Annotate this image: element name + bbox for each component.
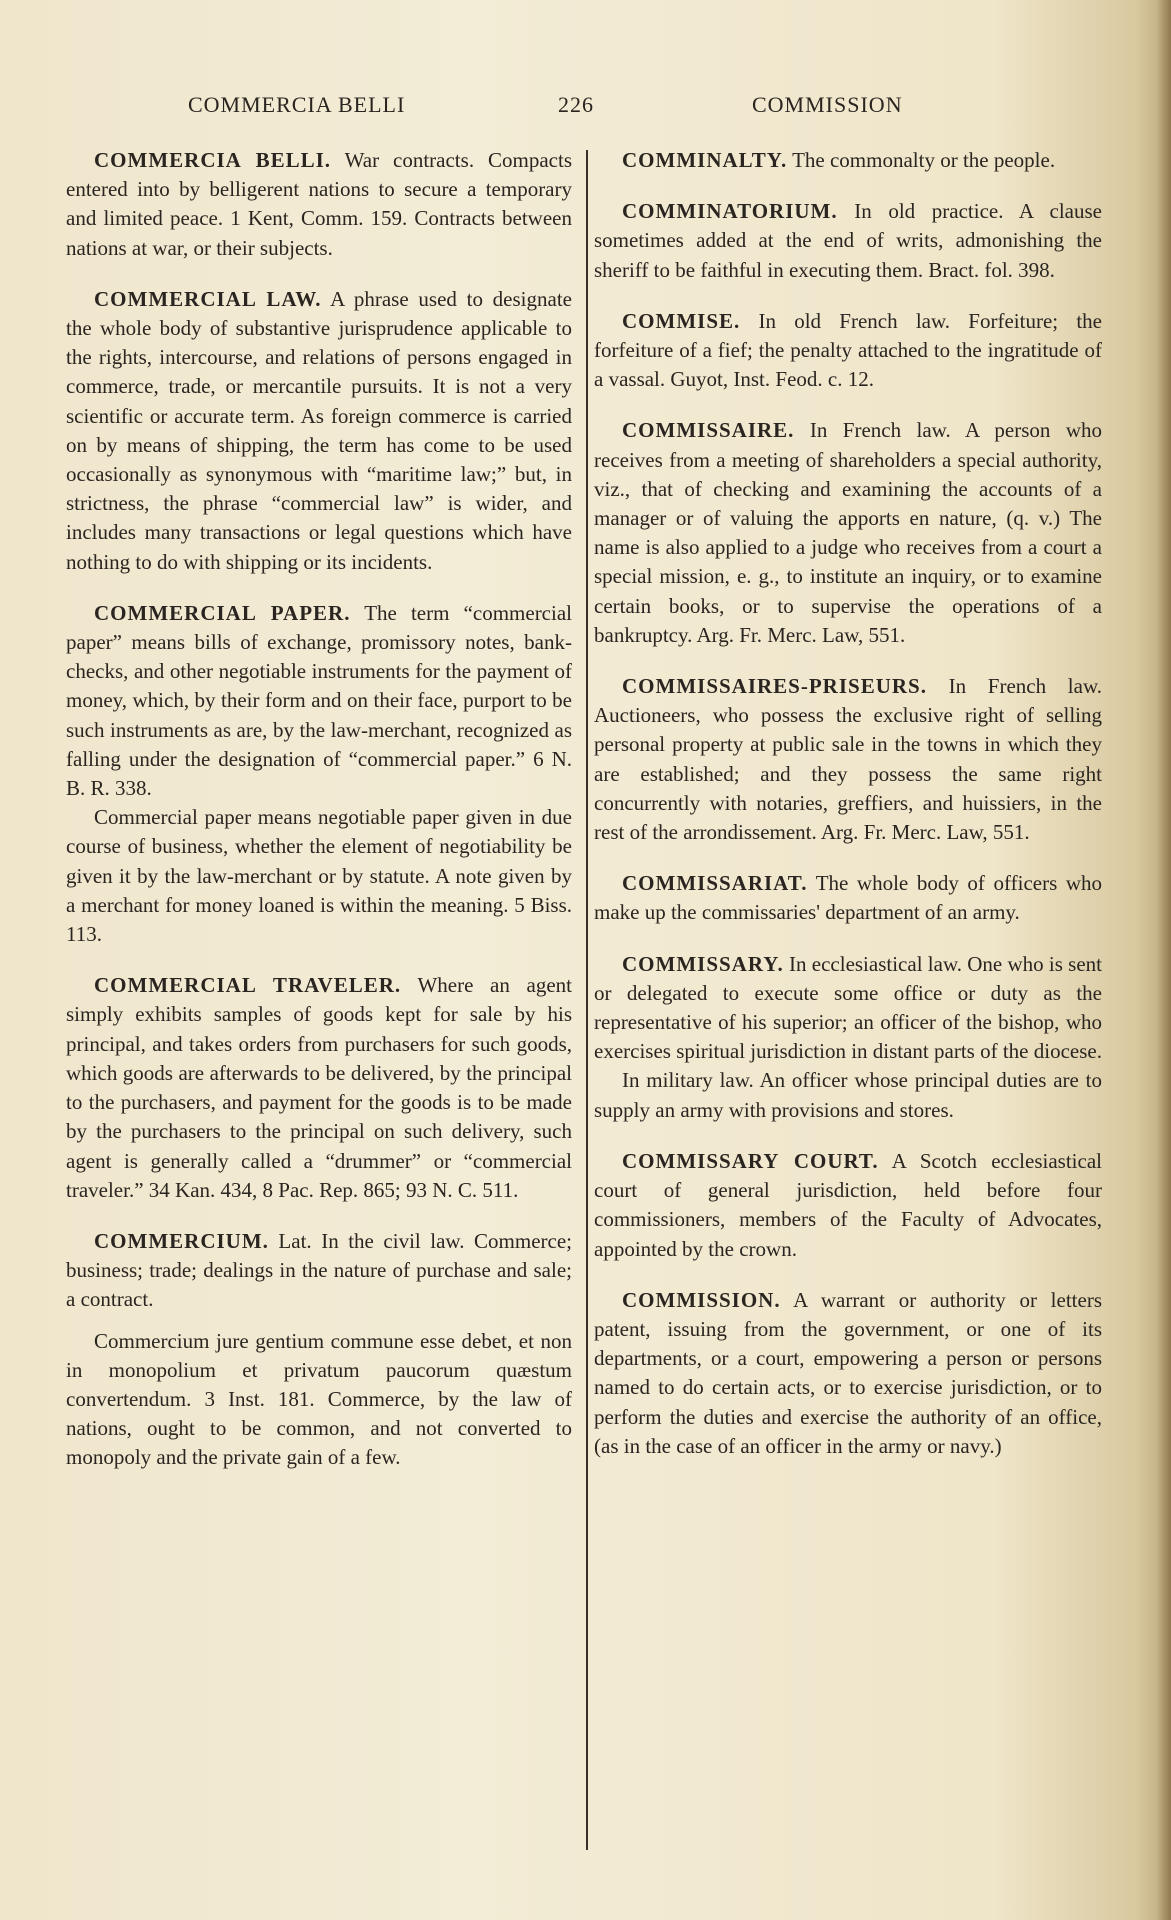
entry-commissary: [594, 950, 1102, 1125]
running-head: [0, 92, 1171, 124]
entry-definition: The whole body of officers who make up the commissaries' department of an army.: [594, 871, 1102, 925]
entry-definition: A phrase used to designate the whole body of substantive jurisprudence applicable to the rights, intercourse, and relations of persons engaged in commerce, trade, or mercantile pursuits. It is not a very scientific or accurate term. As foreign commerce is carried on by means of shipping, the term has come to be used occasionally as synonymous with “maritime law;” but, in strictness, the phrase “commercial law” is wider, and includes many transactions or legal questions which have nothing to do with shipping or its incidents.: [66, 286, 572, 574]
entry-definition: In French law. A person who receives from a meeting of shareholders a special authority, viz., that of checking and examining the accounts of a manager or of valuing the apports en nature, (q. v.) The name is also applied to a judge who receives from a court a special mission, e. g., to institute an inquiry, or to examine certain books, or to supervise the operations of a bankruptcy. Arg. Fr. Merc. Law, 551.: [594, 418, 1102, 647]
entry-commercia-belli: [66, 146, 572, 263]
column-divider: [586, 150, 588, 1850]
entry-comminatorium: [594, 197, 1102, 285]
entry-term: COMMERCIUM.: [94, 1228, 269, 1253]
entry-commercial-law: [66, 285, 572, 577]
page-number: 226: [558, 92, 594, 117]
running-head-left: COMMERCIA BELLI: [188, 92, 406, 117]
entry-subparagraph: Commercial paper means negotiable paper given in due course of business, whether the element of negotiability be given it by the law-merchant or by statute. A note given by a merchant for money loaned is within the meaning. 5 Biss. 113.: [66, 805, 572, 947]
entry-term: COMMERCIAL PAPER.: [94, 600, 351, 625]
entry-term: COMMERCIAL TRAVELER.: [94, 973, 402, 998]
entry-definition: War contracts. Compacts entered into by belligerent nations to secure a temporary and limited peace. 1 Kent, Comm. 159. Contracts between nations at war, or their subjects.: [66, 148, 572, 260]
entry-term: COMMERCIA BELLI.: [94, 148, 332, 172]
entry-commission: [594, 1286, 1102, 1461]
entry-definition: Lat. In the civil law. Commerce; business; trade; dealings in the nature of purchase and sale; a contract.: [66, 1228, 572, 1312]
entry-commissaire: [594, 416, 1102, 650]
entry-comminalty: [594, 146, 1102, 175]
page-binding-shadow: [1157, 0, 1171, 1920]
entry-commercial-paper: [66, 599, 572, 949]
entry-term: COMMISSAIRES-PRISEURS.: [622, 674, 927, 699]
entry-definition: In French law. Auctioneers, who possess the exclusive right of selling personal property at public sale in the towns in which they are established; and they possess the same right concurrently with notaries, greffiers, and huissiers, in the rest of the arrondissement. Arg. Fr. Merc. Law, 551.: [594, 674, 1102, 845]
entry-maxim: Commercium jure gentium commune esse debet, et non in monopolium et privatum paucorum quæstum convertendum. 3 Inst. 181. Commerce, by the law of nations, ought to be common, and not converted to monopoly and the private gain of a few.: [66, 1328, 572, 1470]
entry-definition: In old practice. A clause sometimes added at the end of writs, admonishing the sheriff to be faithful in executing them. Bract. fol. 398.: [594, 199, 1102, 282]
entry-definition: Where an agent simply exhibits samples of goods kept for sale by his principal, and takes orders from purchasers for such goods, which goods are afterwards to be delivered, by the principal to the purchasers, and payment for the goods is to be made by the purchasers to the principal on such delivery, such agent is generally called a “drummer” or “commercial traveler.” 34 Kan. 434, 8 Pac. Rep. 865; 93 N. C. 511.: [66, 973, 572, 1202]
entry-commercium: [66, 1227, 572, 1473]
entry-definition: A warrant or authority or letters patent, issuing from the government, or one of its departments, or a court, empowering a person or persons named to do certain acts, or to exercise jurisdiction, or to perform the duties and exercise the authority of an office, (as in the case of an officer in the army or navy.): [594, 1287, 1102, 1458]
running-head-right: COMMISSION: [752, 92, 903, 117]
entry-definition: In old French law. Forfeiture; the forfeiture of a fief; the penalty attached to the ingratitude of a vassal. Guyot, Inst. Feod. c. 12.: [594, 308, 1102, 392]
entry-commise: [594, 307, 1102, 395]
entry-commissaires-priseurs: [594, 672, 1102, 847]
entry-commissariat: [594, 869, 1102, 927]
entry-term: COMMISSION.: [622, 1287, 781, 1312]
entry-subparagraph: In military law. An officer whose principal duties are to supply an army with provisions and stores.: [594, 1068, 1102, 1122]
entry-commercial-traveler: [66, 971, 572, 1205]
entry-term: COMMISSARIAT.: [622, 871, 808, 896]
entry-definition: The commonalty or the people.: [787, 148, 1056, 172]
entry-term: COMMERCIAL LAW.: [94, 286, 322, 311]
entry-definition: In ecclesiastical law. One who is sent or delegated to execute some office or duty as the representative of his superior; an officer of the bishop, who exercises spiritual jurisdiction in distant parts of the diocese.: [594, 951, 1102, 1064]
entry-term: COMMISE.: [622, 308, 741, 333]
entry-term: COMMISSARY.: [622, 951, 784, 976]
entry-definition: The term “commercial paper” means bills of exchange, promissory notes, bank-checks, and other negotiable instruments for the payment of money, which, by their form and on their face, purport to be such instruments as are, by the law-merchant, recognized as falling under the designation of “commercial paper.” 6 N. B. R. 338.: [66, 600, 572, 801]
left-column: [66, 146, 572, 1495]
right-column: [594, 146, 1102, 1483]
entry-commissary-court: [594, 1147, 1102, 1264]
entry-definition: A Scotch ecclesiastical court of general jurisdiction, held before four commissioners, members of the Faculty of Advocates, appointed by the crown.: [594, 1148, 1102, 1261]
entry-term: COMMISSARY COURT.: [622, 1148, 879, 1173]
entry-term: COMMISSAIRE.: [622, 418, 795, 443]
entry-term: COMMINATORIUM.: [622, 199, 838, 224]
entry-term: COMMINALTY.: [622, 148, 788, 172]
